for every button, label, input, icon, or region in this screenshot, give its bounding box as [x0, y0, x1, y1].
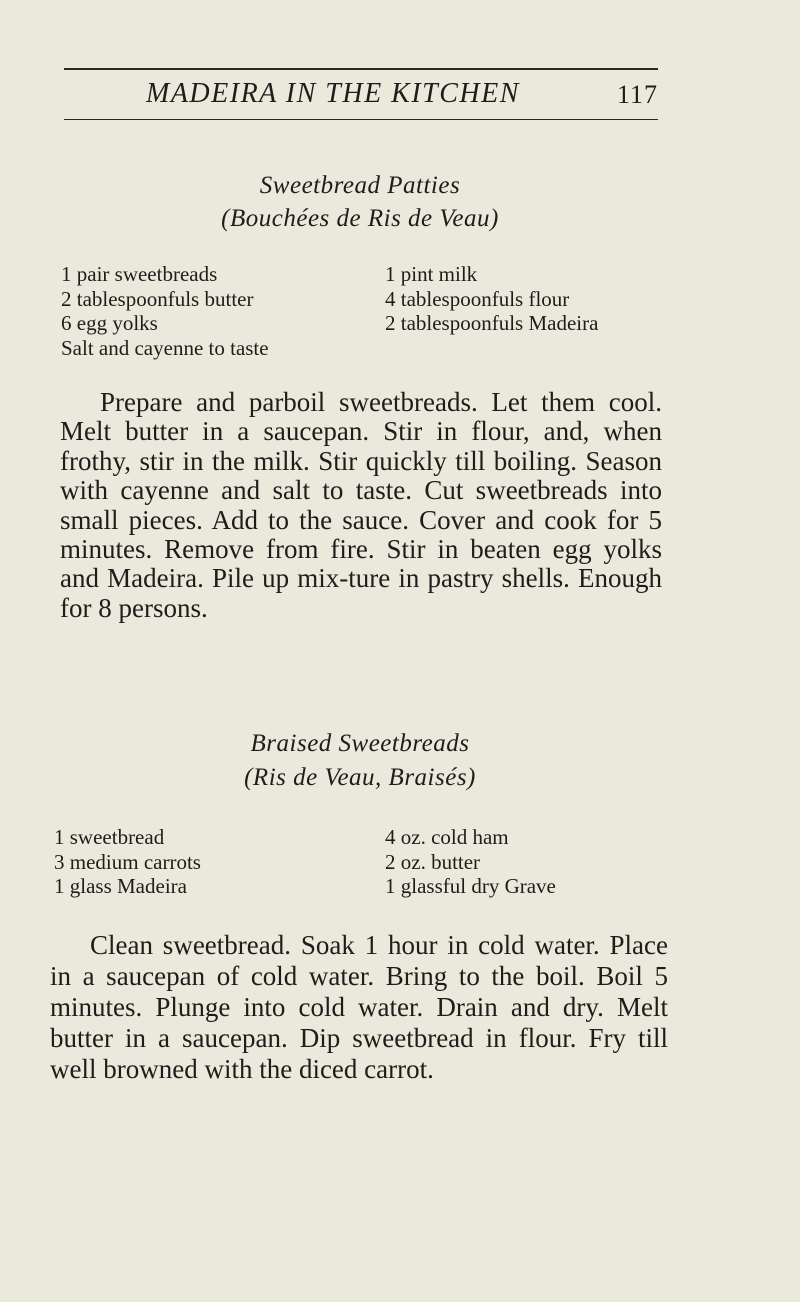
header-rule-bottom [64, 119, 658, 120]
ingredient-item: Salt and cayenne to taste [61, 335, 269, 360]
recipe-subtitle: (Bouchées de Ris de Veau) [221, 205, 499, 232]
ingredient-item: 1 pint milk [385, 262, 478, 286]
ingredient-column-right [385, 825, 556, 899]
ingredient-item: 3 medium carrots [54, 849, 201, 874]
ingredient-item: 2 tablespoonfuls Madeira [385, 311, 599, 335]
ingredient-item: 1 glassful dry Grave [385, 874, 556, 898]
recipe-method [50, 930, 668, 1085]
recipe-subtitle: (Ris de Veau, Braisés) [244, 764, 476, 791]
header-rule-top [64, 68, 658, 70]
ingredient-column-left [54, 825, 201, 899]
ingredient-item: 2 oz. butter [385, 849, 481, 874]
running-head [64, 78, 658, 114]
ingredient-item: 4 oz. cold ham [385, 825, 509, 849]
running-title: MADEIRA IN THE KITCHEN [146, 78, 520, 109]
ingredient-item: 1 sweetbread [54, 825, 165, 849]
ingredient-list [54, 825, 681, 905]
ingredient-column-right [385, 262, 598, 336]
recipe-method [60, 388, 662, 623]
ingredient-column-left [61, 262, 269, 360]
ingredient-item: 6 egg yolks [61, 311, 158, 335]
ingredient-item: 1 glass Madeira [54, 874, 187, 898]
page-number: 117 [616, 80, 658, 109]
ingredient-list [61, 262, 681, 362]
method-paragraph: Prepare and parboil sweetbreads. Let them cool. Melt butter in a saucepan. Stir in flour, and, when frothy, stir in the milk. Stir quickly till boiling. Season with cayenne and salt to taste. Cut sweetbreads into small pieces. Add to the sauce. Cover and cook for 5 minutes. Remove from fire. Stir in beaten egg yolks and Madeira. Pile up mix-ture in pastry shells. Enough for 8 persons. [60, 387, 662, 623]
ingredient-item: 2 tablespoonfuls butter [61, 286, 254, 311]
recipe-title: Sweetbread Patties [259, 172, 461, 199]
ingredient-item: 1 pair sweetbreads [61, 262, 218, 286]
method-paragraph: Clean sweetbread. Soak 1 hour in cold water. Place in a saucepan of cold water. Bring to the boil. Boil 5 minutes. Plunge into cold water. Drain and dry. Melt butter in a saucepan. Dip sweetbread in flour. Fry till well browned with the diced carrot. [50, 930, 668, 1084]
ingredient-item: 4 tablespoonfuls flour [385, 286, 570, 311]
recipe-title: Braised Sweetbreads [250, 730, 470, 757]
